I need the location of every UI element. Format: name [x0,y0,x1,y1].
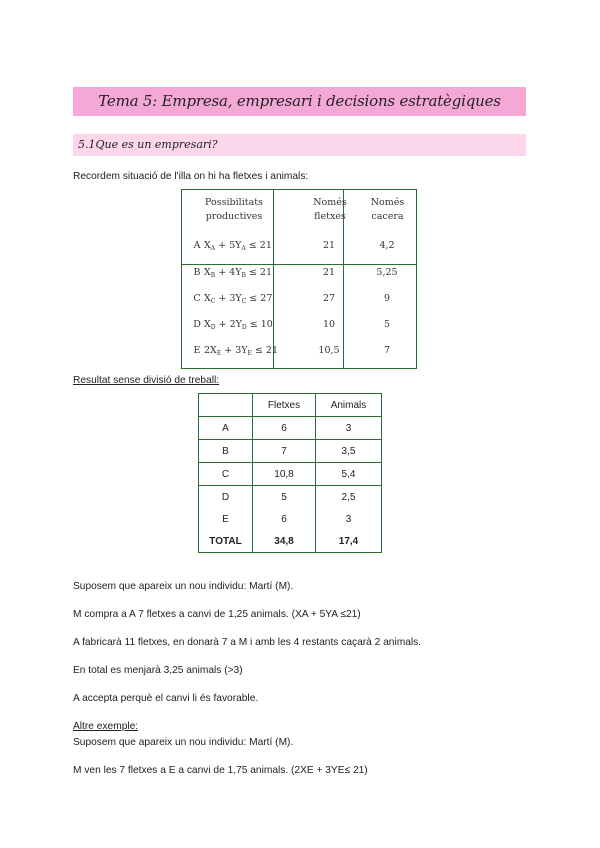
paragraph: A accepta perquè el canvi li és favorable. [73,693,259,704]
table-cell: 34,8 [253,530,316,553]
table-row [199,463,382,486]
only-hunting-value: 5,25 [376,267,398,278]
table-cell: Animals [316,394,382,417]
row-label: C [193,293,201,304]
table-row [199,440,382,463]
paragraph: M compra a A 7 fletxes a canvi de 1,25 animals. (XA + 5YA ≤21) [73,609,361,620]
constraint-formula: $2X_E + 3Y_E \le 21$ [204,345,279,357]
only-hunting-value: 7 [383,345,391,356]
constraint-formula: $X_D + 2Y_D \le 10$ [204,319,273,331]
title-banner [73,87,526,116]
table-cell: 6 [253,417,316,440]
header-possibilities: Possibilitats productives [205,197,263,222]
example-heading: Altre exemple: [73,721,139,732]
paragraph: M ven les 7 fletxes a E a canvi de 1,75 animals. (2XE + 3YE≤ 21) [73,765,368,776]
paragraph: Suposem que apareix un nou individu: Martí (M). [73,737,294,748]
table-cell: 5 [253,486,316,509]
table-row [199,508,382,530]
row-label: A [193,240,201,251]
header-only-arrows: Només fletxes [313,197,347,222]
only-arrows-value: 10 [322,319,336,330]
production-table [181,189,417,369]
only-hunting-value: 9 [383,293,391,304]
table-cell: 3 [316,417,382,440]
table-cell: 6 [253,508,316,530]
only-arrows-value: 10,5 [318,345,340,356]
row-label: B [193,267,201,278]
table-header-row [199,394,382,417]
intro-text: Recordem situació de l'illa on hi ha fletxes i animals: [73,171,309,182]
table-cell: C [199,463,253,486]
table-cell: A [199,417,253,440]
paragraph: En total es menjarà 3,25 animals (>3) [73,665,243,676]
table-cell: 3,5 [316,440,382,463]
paragraph: A fabricarà 11 fletxes, en donarà 7 a M i amb les 4 restants caçarà 2 animals. [73,637,422,648]
only-arrows-value: 27 [322,293,336,304]
table-cell: 7 [253,440,316,463]
table-cell: 3 [316,508,382,530]
paragraph: Suposem que apareix un nou individu: Martí (M). [73,581,294,592]
only-hunting-value: 5 [383,319,391,330]
table-cell: 5,4 [316,463,382,486]
row-label: D [193,319,201,330]
table-total-row [199,530,382,553]
table-row [199,417,382,440]
table-cell: B [199,440,253,463]
table-cell: 10,8 [253,463,316,486]
results-table [198,393,382,553]
constraint-formula: $X_A + 5Y_A \le 21$ [204,240,272,252]
table-cell: D [199,486,253,509]
table-cell: E [199,508,253,530]
only-arrows-value: 21 [322,267,336,278]
table-cell: TOTAL [199,530,253,553]
section-title: 5.1Que es un empresari? [78,138,218,151]
table-cell [199,394,253,417]
only-arrows-value: 21 [322,240,336,251]
table-cell: 2,5 [316,486,382,509]
section-banner [73,134,526,156]
row-label: E [193,345,201,356]
table-row [199,486,382,509]
result-heading: Resultat sense divisió de treball: [73,375,220,386]
table-cell: 17,4 [316,530,382,553]
page-title: Tema 5: Empresa, empresari i decisions estratègiques [98,92,501,110]
constraint-formula: $X_C + 3Y_C \le 27$ [204,293,273,305]
header-only-hunting: Només cacera [370,197,405,222]
only-hunting-value: 4,2 [379,240,395,251]
table-cell: Fletxes [253,394,316,417]
constraint-formula: $X_B + 4Y_B \le 21$ [204,267,273,279]
